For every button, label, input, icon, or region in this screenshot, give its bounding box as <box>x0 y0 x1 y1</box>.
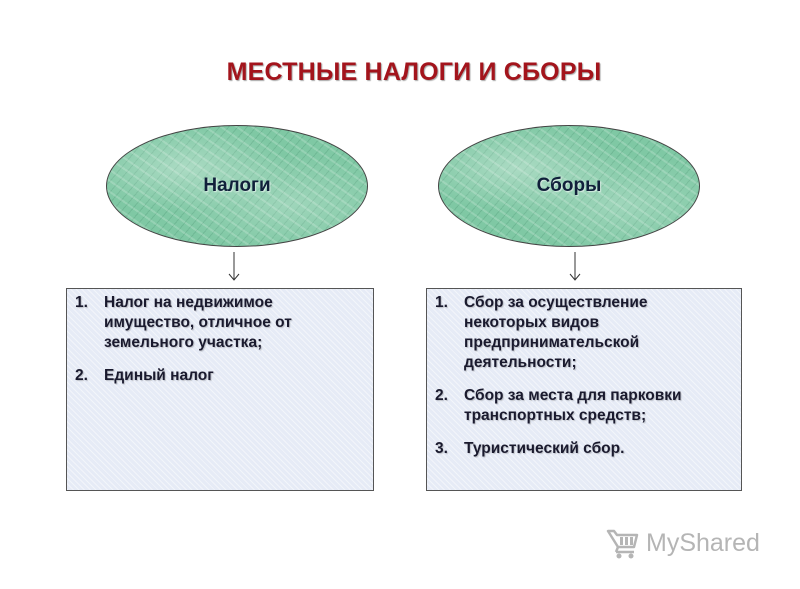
fees-list <box>427 289 741 459</box>
list-item <box>435 293 733 373</box>
arrow-down-icon <box>227 252 241 282</box>
list-item <box>75 293 365 353</box>
watermark-logo <box>606 524 760 562</box>
fees-oval <box>438 125 700 247</box>
list-item-text: Сбор за осуществление некоторых видов предпринимательской деятельности; <box>464 294 648 371</box>
fees-box <box>426 288 742 491</box>
list-item-text: Налог на недвижимое имущество, отличное от земельного участка; <box>104 294 292 351</box>
taxes-list <box>67 289 373 386</box>
list-item-number: 2. <box>75 367 88 384</box>
arrow-down-icon <box>568 252 582 282</box>
watermark-text: MyShared <box>646 528 760 557</box>
taxes-box <box>66 288 374 491</box>
list-item-text: Единый налог <box>104 367 214 384</box>
list-item-text: Туристический сбор. <box>464 440 625 457</box>
list-item <box>435 386 733 426</box>
list-item-number: 1. <box>75 294 88 311</box>
list-item-number: 3. <box>435 440 448 457</box>
list-item <box>435 439 733 459</box>
taxes-label: Налоги <box>203 175 271 196</box>
list-item-number: 1. <box>435 294 448 311</box>
list-item-number: 2. <box>435 387 448 404</box>
list-item <box>75 366 365 386</box>
taxes-oval <box>106 125 368 247</box>
shopping-cart-icon <box>606 526 640 560</box>
list-item-text: Сбор за места для парковки транспортных средств; <box>464 387 682 424</box>
fees-label: Сборы <box>536 175 602 196</box>
diagram-title: МЕСТНЫЕ НАЛОГИ И СБОРЫ <box>226 58 602 86</box>
